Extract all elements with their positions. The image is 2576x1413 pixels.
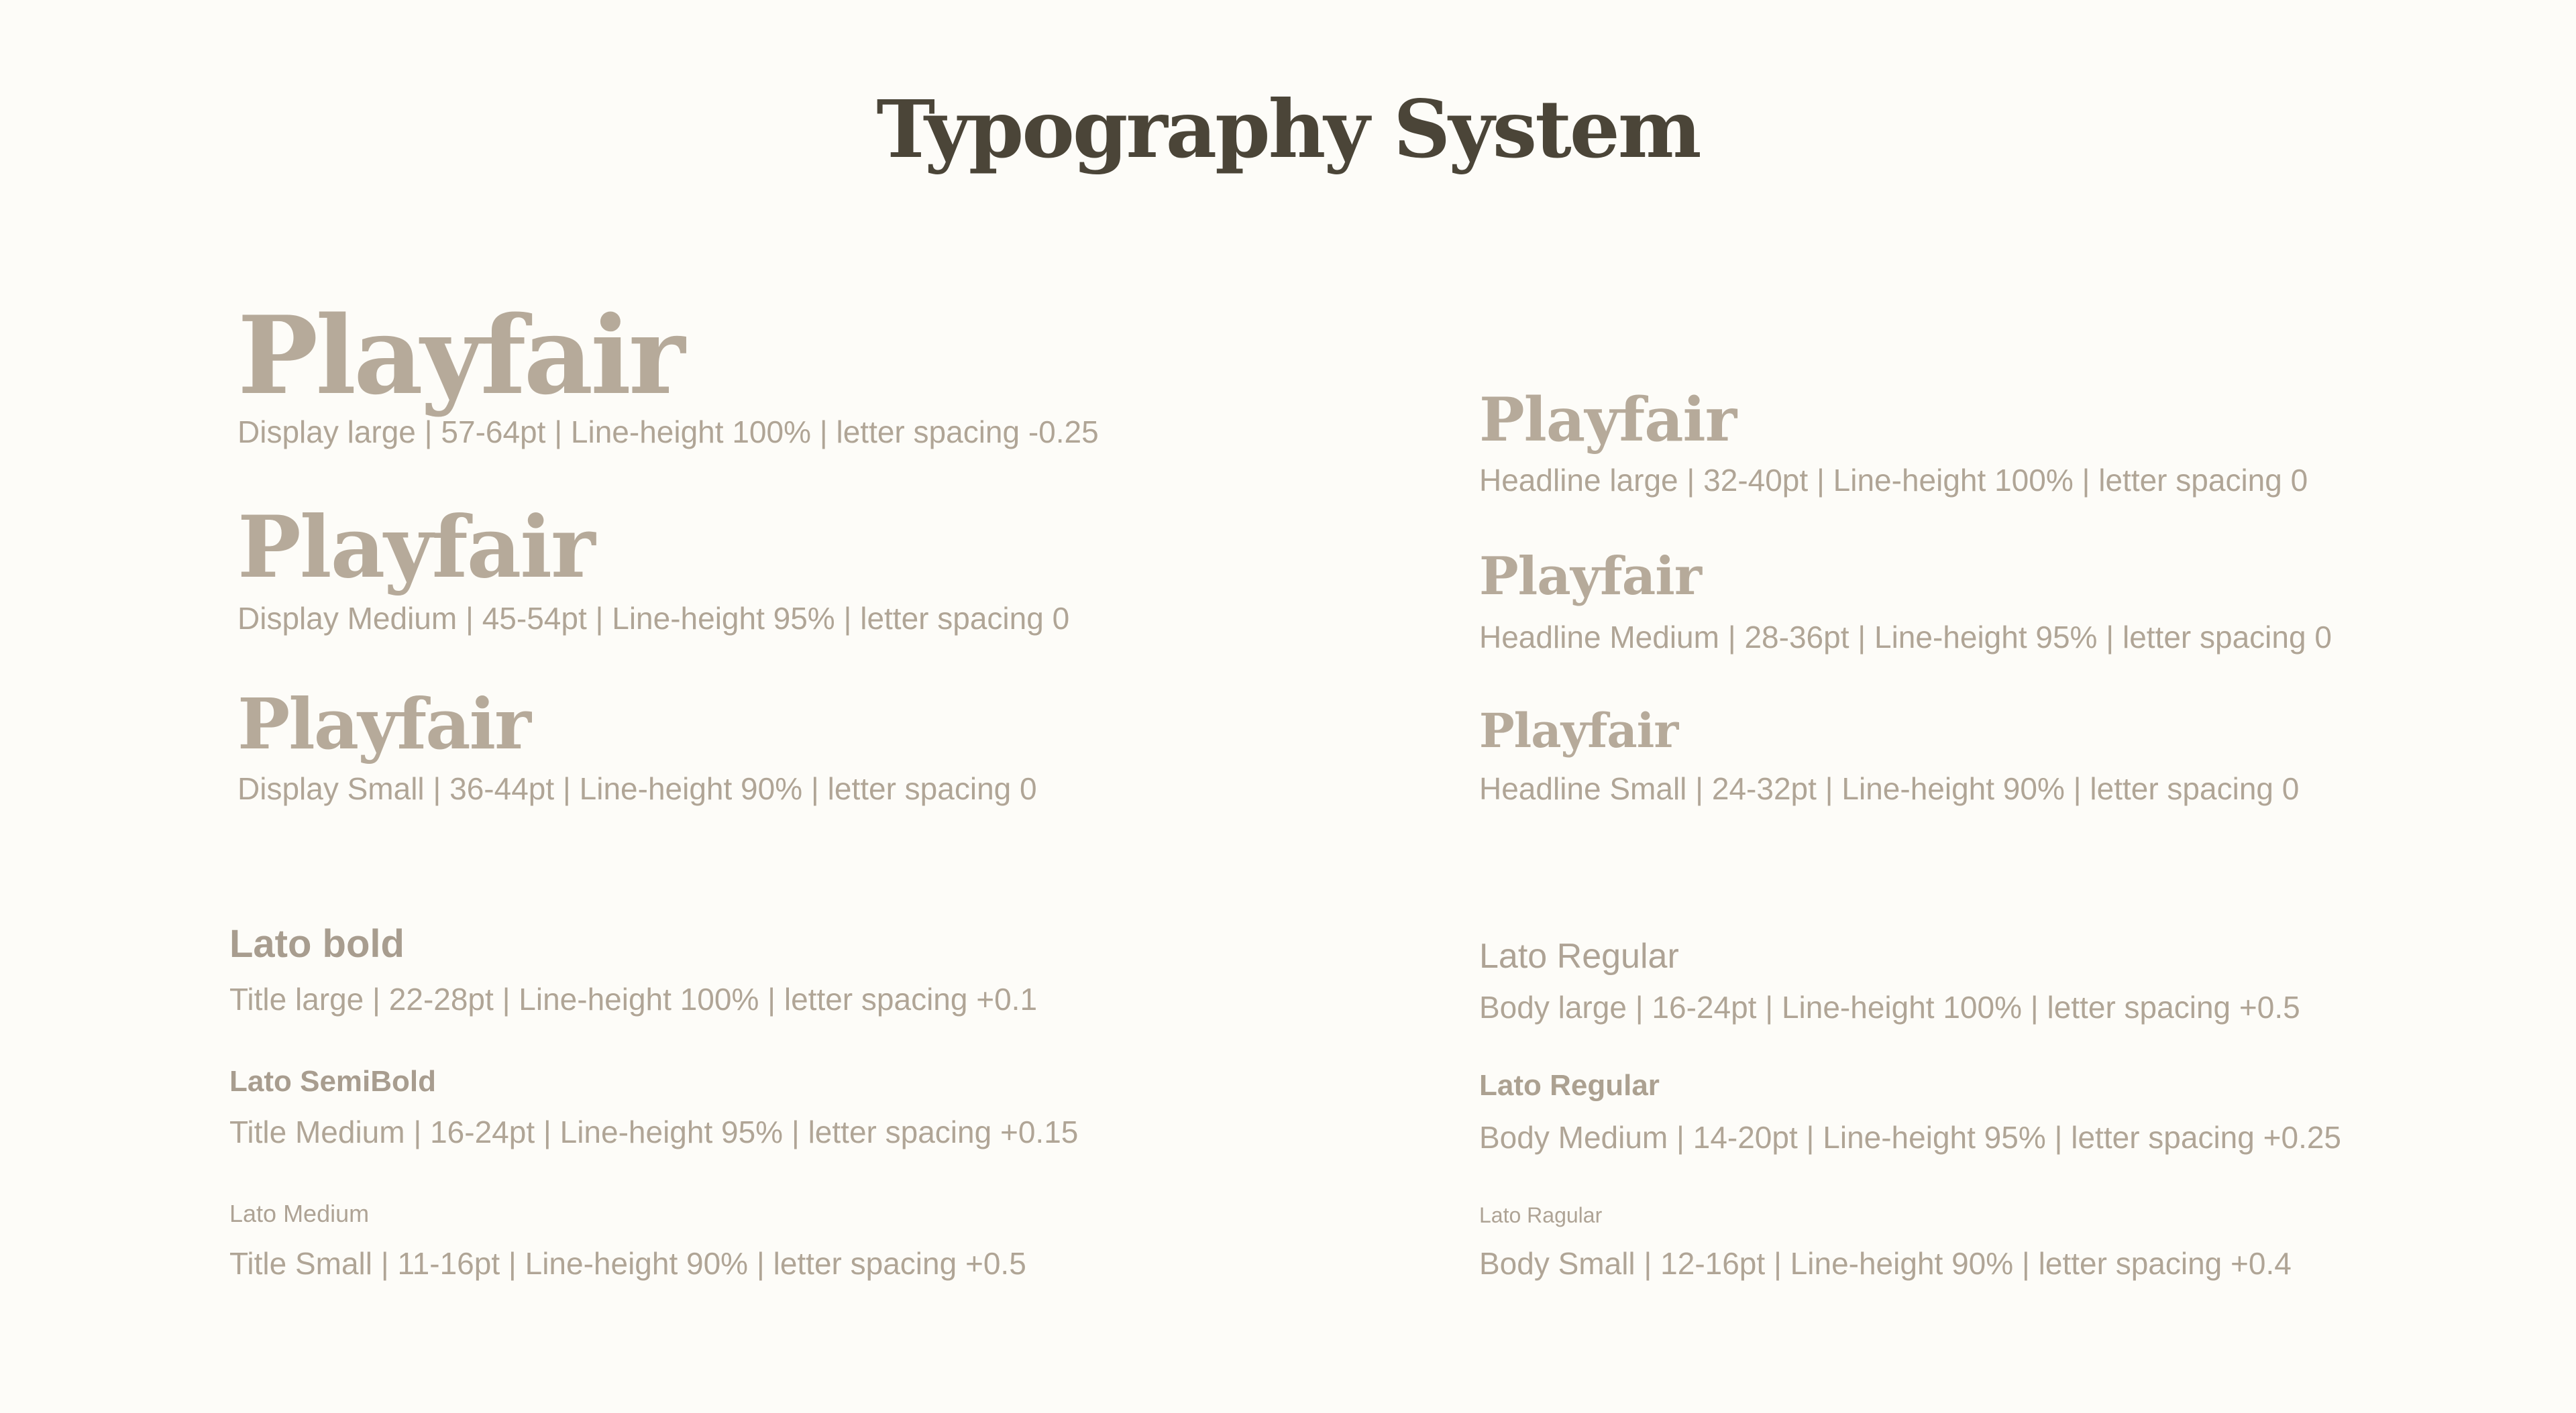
title-medium-caption: Title Medium | 16-24pt | Line-height 95% | letter spacing +0.15 <box>229 1115 1079 1149</box>
headline-small-caption: Headline Small | 24-32pt | Line-height 90% | letter spacing 0 <box>1479 771 2300 806</box>
title-large-label: Lato bold <box>229 922 405 966</box>
headline-large-sample: Playfair <box>1479 384 1737 455</box>
page-title: Typography System <box>876 82 1700 176</box>
body-large-caption: Body large | 16-24pt | Line-height 100% | letter spacing +0.5 <box>1479 990 2300 1025</box>
headline-large-caption: Headline large | 32-40pt | Line-height 100% | letter spacing 0 <box>1479 463 2308 498</box>
title-large-caption: Title large | 22-28pt | Line-height 100% | letter spacing +0.1 <box>229 982 1038 1017</box>
body-small-label: Lato Ragular <box>1479 1203 1603 1227</box>
display-large-sample: Playfair <box>237 292 683 418</box>
body-medium-caption: Body Medium | 14-20pt | Line-height 95% | letter spacing +0.25 <box>1479 1120 2342 1155</box>
headline-medium-sample: Playfair <box>1479 546 1701 607</box>
display-small-sample: Playfair <box>237 683 530 765</box>
title-medium-label: Lato SemiBold <box>229 1065 437 1098</box>
display-medium-sample: Playfair <box>237 498 594 597</box>
display-large-caption: Display large | 57-64pt | Line-height 100% | letter spacing -0.25 <box>237 414 1099 449</box>
body-small-caption: Body Small | 12-16pt | Line-height 90% | letter spacing +0.4 <box>1479 1246 2292 1281</box>
body-large-label: Lato Regular <box>1479 937 1679 976</box>
display-small-caption: Display Small | 36-44pt | Line-height 90% | letter spacing 0 <box>237 771 1037 806</box>
headline-small-sample: Playfair <box>1479 703 1678 758</box>
body-medium-label: Lato Regular <box>1479 1069 1660 1102</box>
title-small-label: Lato Medium <box>229 1200 370 1227</box>
title-small-caption: Title Small | 11-16pt | Line-height 90% | letter spacing +0.5 <box>229 1246 1026 1281</box>
headline-medium-caption: Headline Medium | 28-36pt | Line-height 95% | letter spacing 0 <box>1479 620 2332 655</box>
display-medium-caption: Display Medium | 45-54pt | Line-height 95% | letter spacing 0 <box>237 601 1070 636</box>
